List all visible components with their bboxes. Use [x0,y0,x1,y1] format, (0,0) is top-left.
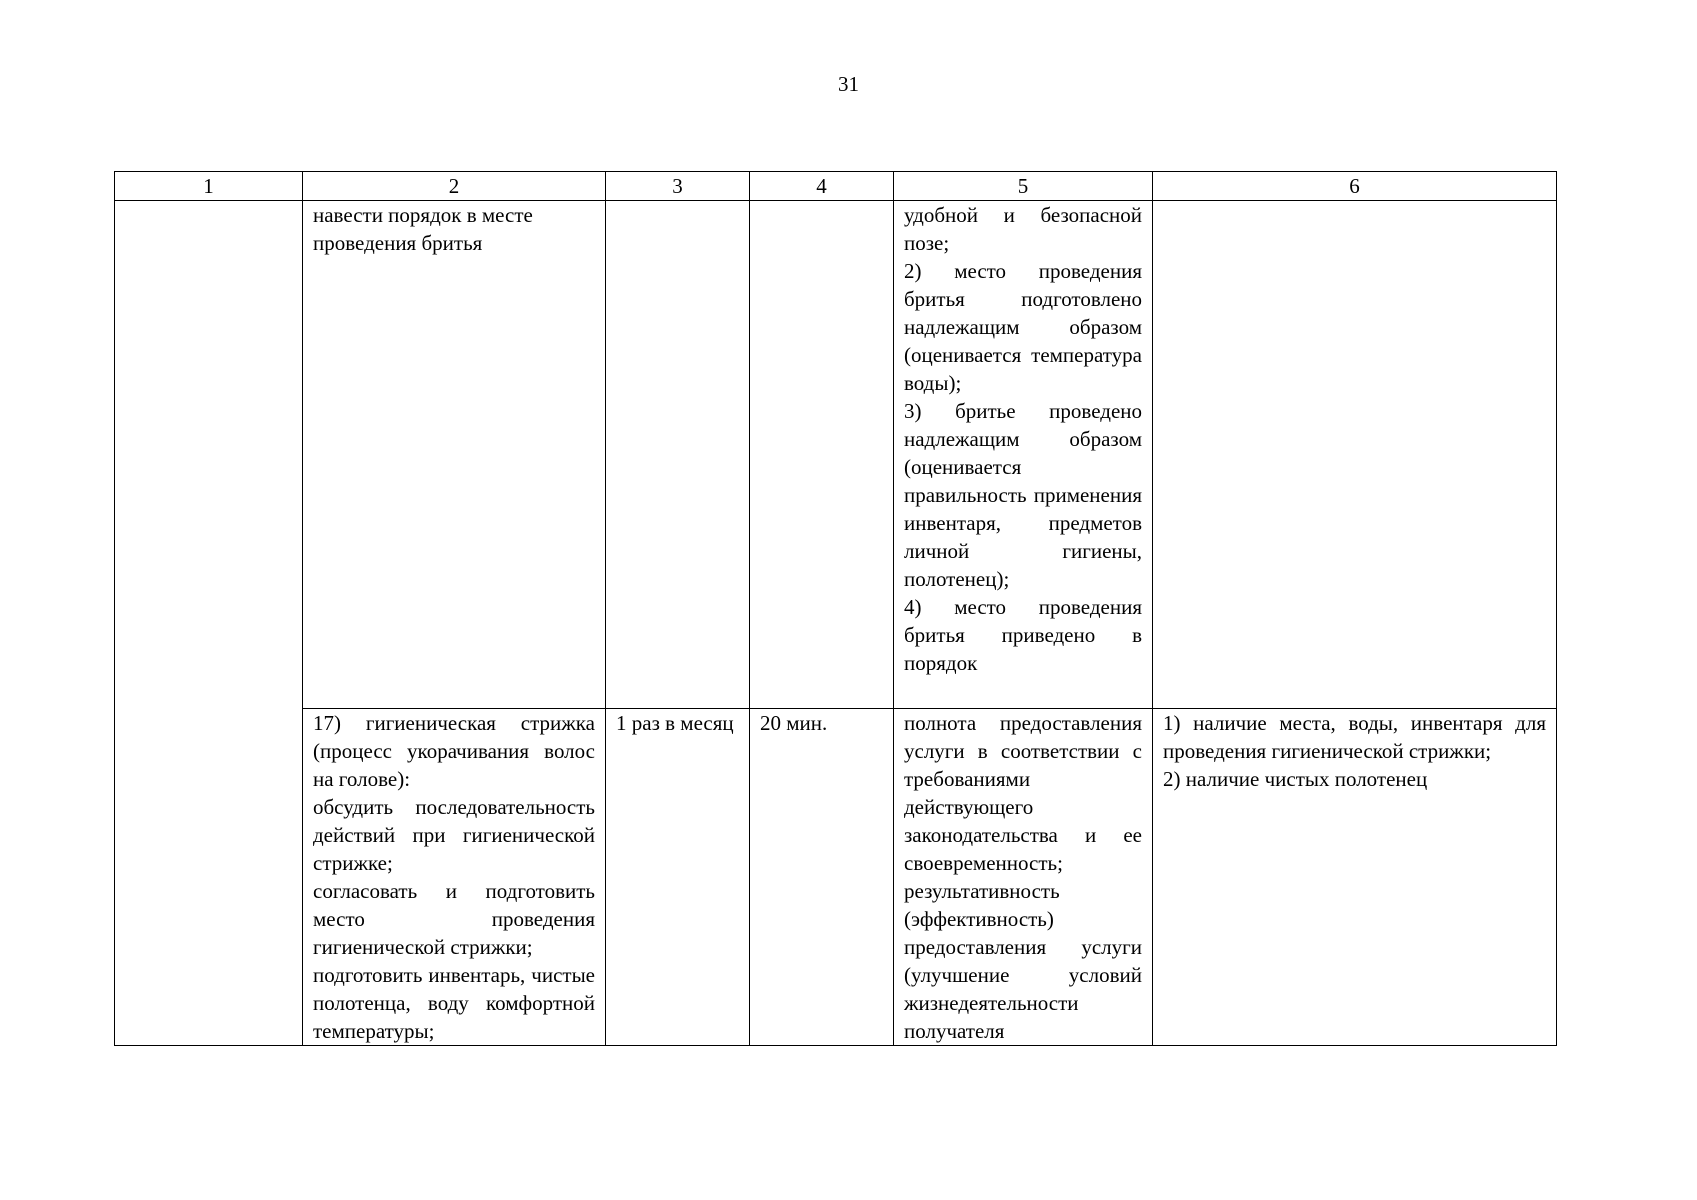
cell-text: подготовить инвентарь, чистые полотенца, воду комфортной температуры; [313,963,595,1043]
cell-text: обсудить последовательность действий при гигиенической стрижке; [313,795,595,875]
table-row [115,709,1557,1046]
table-row [115,201,1557,709]
cell-text: согласовать и подготовить место проведения гигиенической стрижки; [313,879,595,959]
column-header-3: 3 [606,172,750,201]
table-header-row [115,172,1557,201]
table-cell-col5 [894,201,1153,709]
cell-text: 1) наличие места, воды, инвентаря для проведения гигиенической стрижки; [1163,711,1546,763]
table-cell-col1 [115,201,303,1046]
cell-text: 17) гигиеническая стрижка (процесс укорачивания волос на голове): [313,711,595,791]
table-cell-col4 [750,709,894,1046]
cell-text: 20 мин. [760,711,828,735]
column-header-4: 4 [750,172,894,201]
cell-text: результативность (эффективность) предоставления услуги (улучшение условий жизнедеятельности получателя [904,879,1142,1043]
table-cell-col5 [894,709,1153,1046]
cell-text: 1 раз в месяц [616,711,734,735]
cell-text: 4) место проведения бритья приведено в порядок [904,595,1142,675]
table-cell-col2 [303,709,606,1046]
column-header-1: 1 [115,172,303,201]
cell-text: 2) наличие чистых полотенец [1163,767,1428,791]
table-cell-col2 [303,201,606,709]
table-cell-col4 [750,201,894,709]
cell-text: 3) бритье проведено надлежащим образом (оценивается правильность применения инвентаря, предметов личной гигиены, полотенец); [904,399,1142,591]
services-table [114,171,1557,1046]
table-cell-col3 [606,201,750,709]
page-number: 31 [838,72,859,96]
cell-text: полнота предоставления услуги в соответствии с требованиями действующего законодательства и ее своевременность; [904,711,1142,875]
table-cell-col6 [1153,709,1557,1046]
table-cell-col3 [606,709,750,1046]
column-header-6: 6 [1153,172,1557,201]
cell-text: 2) место проведения бритья подготовлено надлежащим образом (оценивается температура воды); [904,259,1142,395]
column-header-2: 2 [303,172,606,201]
table-cell-col6 [1153,201,1557,709]
column-header-5: 5 [894,172,1153,201]
cell-text: навести порядок в месте проведения бритья [313,203,533,255]
cell-text: удобной и безопасной позе; [904,203,1142,255]
